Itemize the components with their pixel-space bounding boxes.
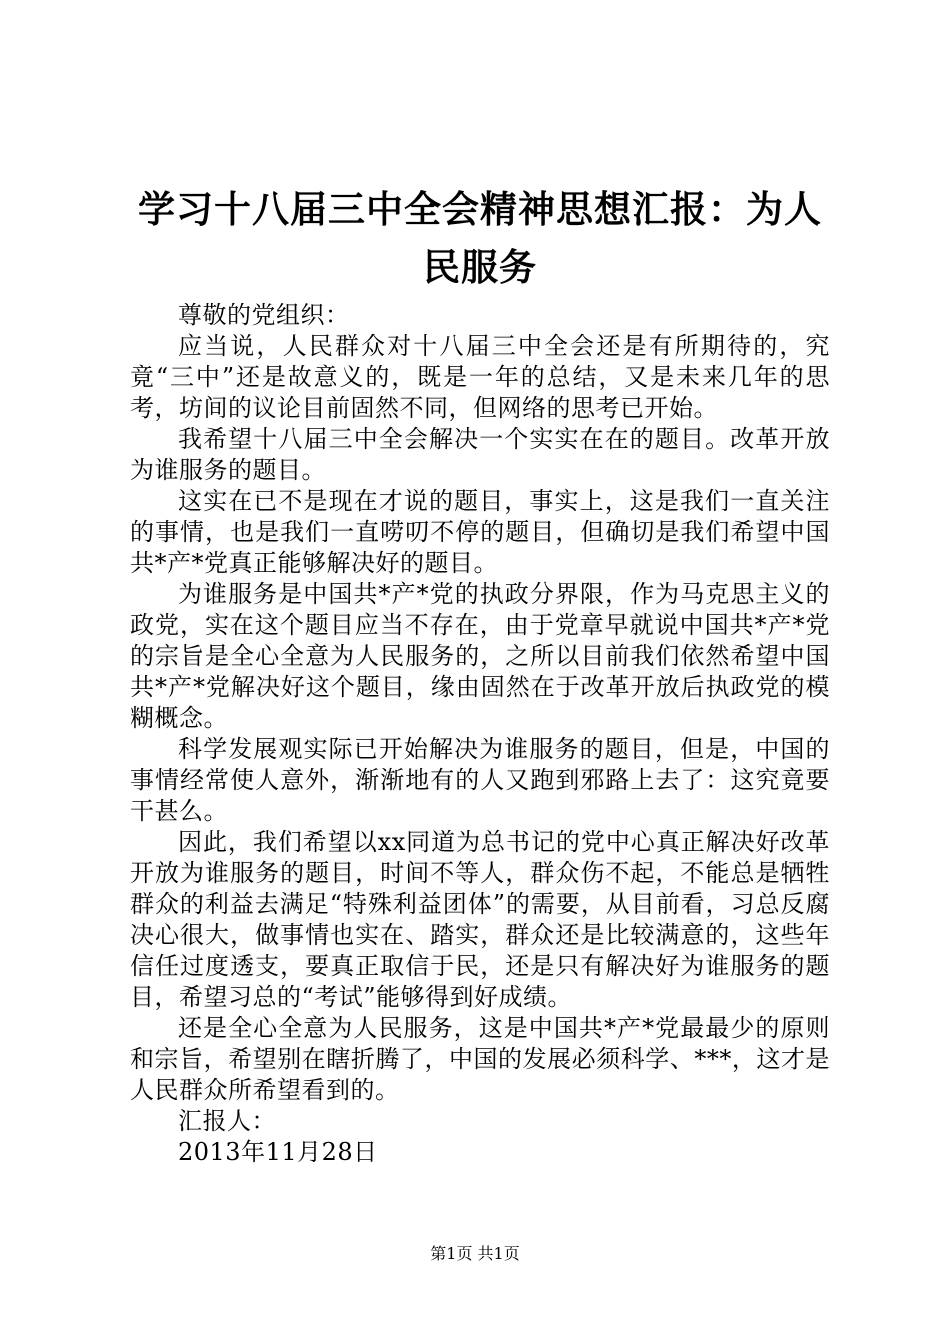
paragraph: 应当说，人民群众对十八届三中全会还是有所期待的，究竟“三中”还是故意义的，既是一年的总结，又是未来几年的思考，坊间的议论目前固然不同，但网络的思考已开始。	[130, 332, 830, 422]
salutation: 尊敬的党组织：	[178, 301, 350, 329]
page-footer: 第1页 共1页	[430, 1244, 520, 1263]
paragraph: 为谁服务是中国共*产*党的执政分界限，作为马克思主义的政党，实在这个题目应当不存在，由于党章早就说中国共*产*党的宗旨是全心全意为人民服务的，之所以目前我们依然希望中国共*产*党解决好这个题目，缘由固然在于改革开放后执政党的模糊概念。	[130, 580, 830, 732]
document-body	[130, 300, 830, 1168]
paragraph: 因此，我们希望以xx同道为总书记的党中心真正解决好改革开放为谁服务的题目，时间不等人，群众伤不起，不能总是牺牲群众的利益去满足“特殊利益团体”的需要，从目前看，习总反腐决心很大，做事情也实在、踏实，群众还是比较满意的，这些年信任过度透支，要真正取信于民，还是只有解决好为谁服务的题目，希望习总的“考试”能够得到好成绩。	[130, 828, 830, 1011]
paragraph: 还是全心全意为人民服务，这是中国共*产*党最最少的原则和宗旨，希望别在瞎折腾了，中国的发展必须科学、***，这才是人民群众所希望看到的。	[130, 1014, 830, 1104]
reporter-label: 汇报人：	[178, 1107, 276, 1135]
paragraph: 我希望十八届三中全会解决一个实实在在的题目。改革开放为谁服务的题目。	[130, 425, 830, 484]
paragraph: 这实在已不是现在才说的题目，事实上，这是我们一直关注的事情，也是我们一直唠叨不停的题目，但确切是我们希望中国共*产*党真正能够解决好的题目。	[130, 487, 830, 577]
paragraph: 科学发展观实际已开始解决为谁服务的题目，但是，中国的事情经常使人意外，渐渐地有的人又跑到邪路上去了：这究竟要干甚么。	[130, 735, 830, 825]
document-title: 学习十八届三中全会精神思想汇报：为人民服务	[138, 187, 822, 289]
report-date: 2013年11月28日	[178, 1138, 378, 1166]
